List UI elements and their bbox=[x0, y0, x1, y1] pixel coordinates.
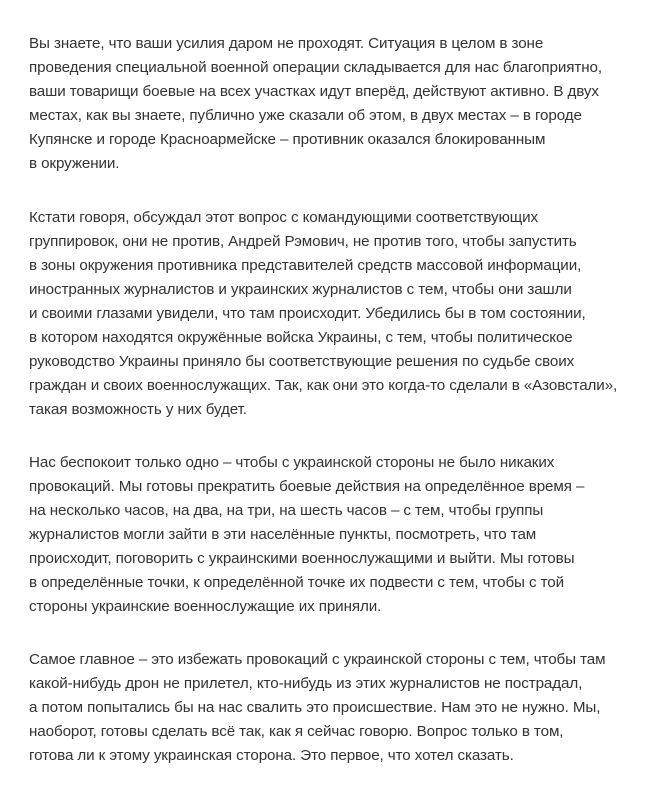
paragraph-2 bbox=[29, 206, 629, 422]
text-line: ваши товарищи боевые на всех участках идут вперёд, действуют активно. В двух bbox=[29, 83, 599, 100]
text-line: такая возможность у них будет. bbox=[29, 401, 247, 418]
text-line: Кстати говоря, обсуждал этот вопрос с командующими соответствующих bbox=[29, 209, 539, 226]
text-line: иностранных журналистов и украинских журналистов с тем, чтобы они зашли bbox=[29, 281, 572, 298]
paragraph-3 bbox=[29, 451, 629, 619]
text-line: какой-нибудь дрон не прилетел, кто-нибудь из этих журналистов не пострадал, bbox=[29, 675, 583, 692]
text-line: журналистов могли зайти в эти населённые пункты, посмотреть, что там bbox=[29, 526, 537, 543]
text-line: провокаций. Мы готовы прекратить боевые действия на определённое время – bbox=[29, 478, 585, 495]
text-line: в определённые точки, к определённой точке их подвести с тем, чтобы с той bbox=[29, 574, 565, 591]
text-line: происходит, поговорить с украинскими военнослужащими и выйти. Мы готовы bbox=[29, 550, 575, 567]
text-line: Самое главное – это избежать провокаций с украинской стороны с тем, чтобы там bbox=[29, 651, 606, 668]
text-line: готова ли к этому украинская сторона. Это первое, что хотел сказать. bbox=[29, 747, 514, 764]
text-line: Нас беспокоит только одно – чтобы с украинской стороны не было никаких bbox=[29, 454, 555, 471]
paragraph-4 bbox=[29, 648, 629, 768]
text-line: наоборот, готовы сделать всё так, как я сейчас говорю. Вопрос только в том, bbox=[29, 723, 564, 740]
text-line: в окружении. bbox=[29, 155, 120, 172]
text-line: в котором находятся окружённые войска Украины, с тем, чтобы политическое bbox=[29, 329, 573, 346]
text-line: руководство Украины приняло бы соответствующие решения по судьбе своих bbox=[29, 353, 575, 370]
text-line: проведения специальной военной операции складывается для нас благоприятно, bbox=[29, 59, 602, 76]
text-line: стороны украинские военнослужащие их приняли. bbox=[29, 598, 382, 615]
text-line: Вы знаете, что ваши усилия даром не проходят. Ситуация в целом в зоне bbox=[29, 35, 544, 52]
text-line: а потом попытались бы на нас свалить это происшествие. Нам это не нужно. Мы, bbox=[29, 699, 601, 716]
paragraph-1 bbox=[29, 32, 629, 176]
text-line: группировок, они не против, Андрей Рэмович, не против того, чтобы запустить bbox=[29, 233, 577, 250]
text-line: местах, как вы знаете, публично уже сказали об этом, в двух местах – в городе bbox=[29, 107, 582, 124]
text-line: на несколько часов, на два, на три, на шесть часов – с тем, чтобы группы bbox=[29, 502, 544, 519]
text-line: и своими глазами увидели, что там происходит. Убедились бы в том состоянии, bbox=[29, 305, 586, 322]
text-line: в зоны окружения противника представителей средств массовой информации, bbox=[29, 257, 582, 274]
text-line: граждан и своих военнослужащих. Так, как они это когда-то сделали в «Азовстали», bbox=[29, 377, 618, 394]
text-line: Купянске и городе Красноармейске – противник оказался блокированным bbox=[29, 131, 546, 148]
